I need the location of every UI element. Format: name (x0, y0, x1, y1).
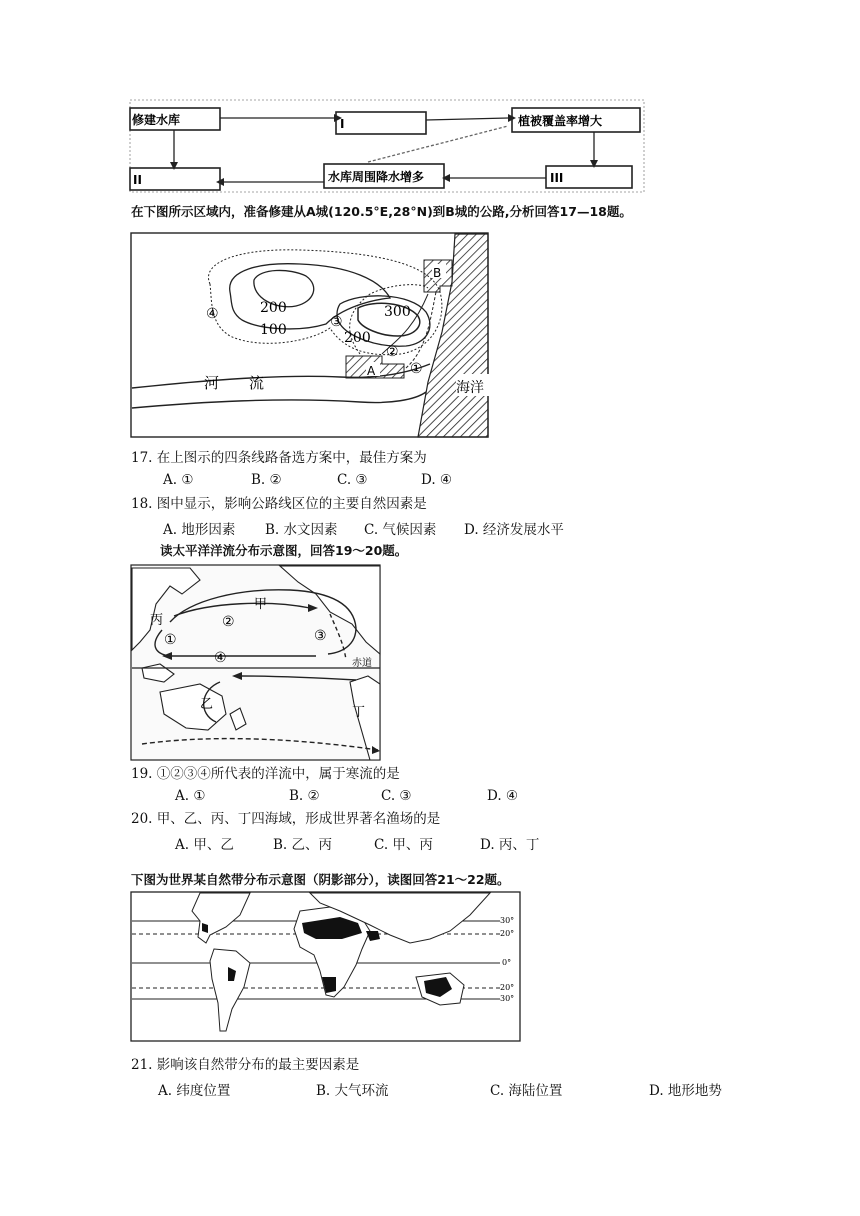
city-b-label: B (433, 266, 442, 280)
q19-option-a: A. ① (175, 788, 206, 804)
lat-label-s20: 20° (500, 983, 515, 992)
q19-option-c: C. ③ (381, 788, 412, 804)
q19-stem: 19. ①②③④所代表的洋流中，属于寒流的是 (131, 766, 400, 782)
q17-option-c: C. ③ (337, 472, 368, 488)
flow-box-ii (130, 168, 220, 190)
pacific-currents-map (130, 564, 382, 762)
lat-label-n30: 30° (500, 916, 515, 925)
q20-option-d: D. 丙、丁 (480, 837, 540, 853)
sea-area-jia: 甲 (254, 597, 268, 612)
contour-200a: 200 (260, 300, 287, 316)
intro-21-22: 下图为世界某自然带分布示意图（阴影部分），读图回答21～22题。 (131, 872, 510, 887)
q21-option-d: D. 地形地势 (649, 1083, 722, 1099)
q18-option-b: B. 水文因素 (265, 522, 338, 538)
q21-stem: 21. 影响该自然带分布的最主要因素是 (131, 1057, 360, 1073)
flow-label-precip: 水库周围降水增多 (328, 170, 425, 184)
lat-label-eq: 0° (502, 958, 512, 967)
flow-diagram (128, 98, 648, 196)
contour-300: 300 (384, 304, 411, 320)
route-4: ④ (206, 306, 219, 322)
equator-label: 赤道 (352, 658, 372, 669)
q17-stem: 17. 在上图示的四条线路备选方案中，最佳方案为 (131, 450, 427, 466)
q20-stem: 20. 甲、乙、丙、丁四海域，形成世界著名渔场的是 (131, 811, 441, 827)
q20-option-c: C. 甲、丙 (374, 837, 433, 853)
route-3: ③ (330, 314, 343, 330)
river-label: 河 流 (204, 374, 265, 392)
current-3: ③ (314, 628, 327, 644)
intro-19-20: 读太平洋洋流分布示意图，回答19～20题。 (160, 543, 408, 558)
sea-area-bing: 丙 (150, 613, 164, 628)
current-4: ④ (214, 650, 227, 666)
q21-option-b: B. 大气环流 (316, 1083, 389, 1099)
sea-area-yi: 乙 (200, 697, 214, 712)
intro-17-18: 在下图所示区域内，准备修建从A城(120.5°E,28°N)到B城的公路,分析回答17—18题。 (131, 204, 632, 219)
sea-area-ding: 丁 (352, 705, 366, 720)
q19-option-d: D. ④ (487, 788, 519, 804)
q20-option-a: A. 甲、乙 (175, 837, 234, 853)
world-natural-zone-map (130, 891, 522, 1043)
flow-label-iii: III (550, 171, 564, 185)
q18-stem: 18. 图中显示，影响公路线区位的主要自然因素是 (131, 496, 427, 512)
road-contour-map (130, 232, 490, 438)
lat-label-s30: 30° (500, 994, 515, 1003)
contour-100: 100 (260, 322, 287, 338)
q18-option-a: A. 地形因素 (163, 522, 236, 538)
flow-label-ii: II (133, 173, 142, 187)
lat-label-n20: 20° (500, 929, 515, 938)
city-a-label: A (367, 364, 376, 378)
q18-option-c: C. 气候因素 (364, 522, 437, 538)
contour-200b: 200 (344, 330, 371, 346)
q17-option-b: B. ② (251, 472, 282, 488)
q21-option-a: A. 纬度位置 (158, 1083, 231, 1099)
q17-option-d: D. ④ (421, 472, 453, 488)
q20-option-b: B. 乙、丙 (273, 837, 333, 853)
flow-label-reservoir: 修建水库 (132, 113, 181, 127)
q18-option-d: D. 经济发展水平 (464, 522, 564, 538)
route-2: ② (386, 344, 399, 360)
flow-box-i (336, 112, 426, 134)
q17-option-a: A. ① (163, 472, 194, 488)
current-1: ① (164, 632, 177, 648)
flow-label-veg: 植被覆盖率增大 (518, 114, 603, 128)
current-2: ② (222, 614, 235, 630)
flow-label-i: I (340, 117, 345, 131)
q19-option-b: B. ② (289, 788, 320, 804)
ocean-label: 海洋 (456, 380, 484, 396)
q21-option-c: C. 海陆位置 (490, 1083, 563, 1099)
route-1: ① (410, 361, 423, 377)
